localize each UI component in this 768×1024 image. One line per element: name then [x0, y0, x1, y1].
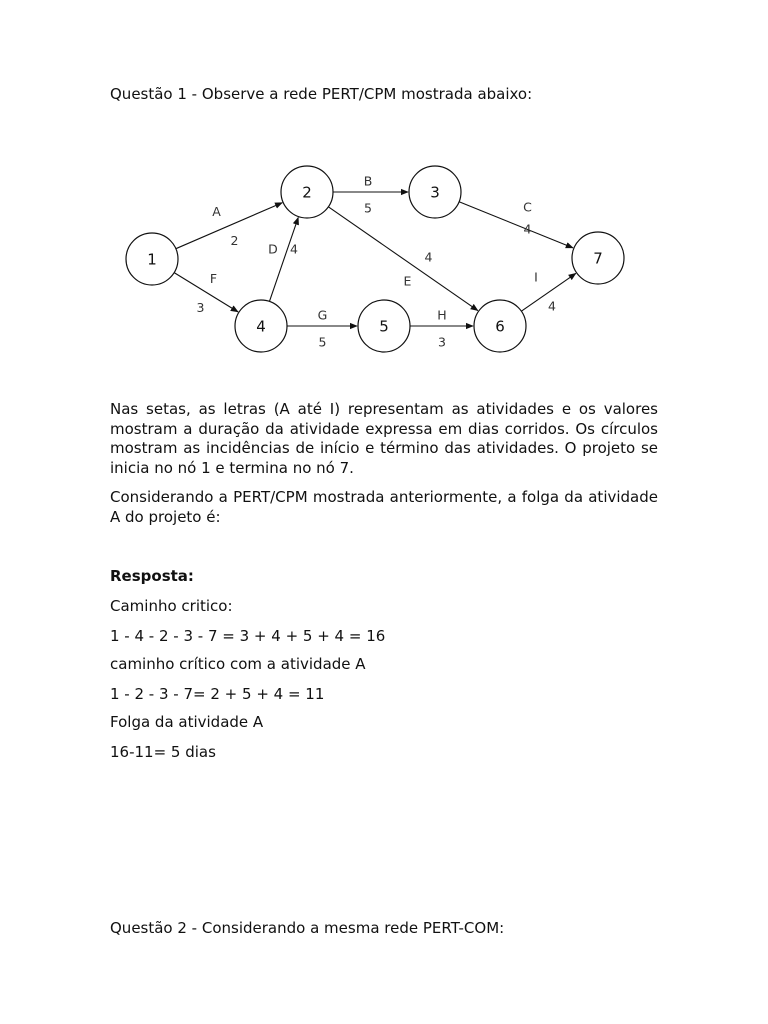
activity-label-b: B	[363, 173, 373, 189]
node-label-3: 3	[430, 183, 440, 202]
node-6	[474, 300, 526, 352]
activity-label-d: D	[268, 241, 278, 257]
description-paragraph: Nas setas, as letras (A até I) representam as atividades e os valores mostram a duração da atividade expressa em dias corridos. Os círculos mostram as incidências de início e término das atividades. O projeto se inicia no nó 1 e termina no nó 7.	[110, 400, 658, 477]
duration-label-h: 3	[438, 334, 446, 350]
node-label-1: 1	[147, 250, 157, 269]
duration-label-c: 4	[523, 221, 532, 237]
node-label-2: 2	[302, 183, 312, 202]
answer-heading: Resposta:	[110, 567, 194, 585]
answer-line-critical-path-label: Caminho critico:	[110, 597, 233, 615]
question-2-title: Questão 2 - Considerando a mesma rede PERT-COM:	[110, 919, 505, 937]
answer-line-critical-path-calc: 1 - 4 - 2 - 3 - 7 = 3 + 4 + 5 + 4 = 16	[110, 627, 386, 645]
edge-arrow-e	[328, 207, 477, 311]
node-5	[358, 300, 410, 352]
duration-label-e: 4	[424, 249, 433, 265]
answer-line-path-with-a-calc: 1 - 2 - 3 - 7= 2 + 5 + 4 = 11	[110, 685, 325, 703]
activity-label-i: I	[534, 269, 538, 285]
node-label-6: 6	[495, 317, 505, 336]
activity-label-e: E	[403, 273, 412, 289]
duration-label-d: 4	[290, 241, 298, 257]
activity-label-f: F	[209, 271, 218, 286]
node-label-5: 5	[379, 317, 389, 336]
question-paragraph: Considerando a PERT/CPM mostrada anteriormente, a folga da atividade A do projeto é:	[110, 488, 658, 526]
duration-label-b: 5	[364, 200, 372, 216]
nodes-layer	[126, 166, 624, 352]
duration-label-f: 3	[196, 300, 205, 315]
pert-cpm-network-diagram	[110, 150, 640, 370]
node-4	[235, 300, 287, 352]
answer-line-path-with-a-label: caminho crítico com a atividade A	[110, 655, 366, 673]
activity-label-g: G	[317, 307, 328, 323]
edge-arrow-c	[459, 199, 573, 248]
node-1	[126, 233, 178, 285]
node-label-4: 4	[256, 317, 266, 336]
node-2	[281, 166, 333, 218]
activity-label-c: C	[523, 199, 532, 215]
edge-arrow-f	[174, 273, 238, 312]
edge-arrow-a	[176, 203, 282, 249]
question-1-title: Questão 1 - Observe a rede PERT/CPM mostrada abaixo:	[110, 85, 533, 103]
answer-line-slack-result: 16-11= 5 dias	[110, 743, 216, 761]
activity-label-h: H	[437, 307, 447, 323]
duration-label-g: 5	[318, 334, 327, 350]
node-7	[572, 232, 624, 284]
duration-label-i: 4	[548, 298, 556, 314]
activity-label-a: A	[212, 204, 221, 219]
duration-label-a: 2	[230, 233, 239, 248]
edge-arrow-d	[269, 218, 298, 302]
node-label-7: 7	[593, 249, 603, 268]
node-3	[409, 166, 461, 218]
answer-line-slack-label: Folga da atividade A	[110, 713, 264, 731]
